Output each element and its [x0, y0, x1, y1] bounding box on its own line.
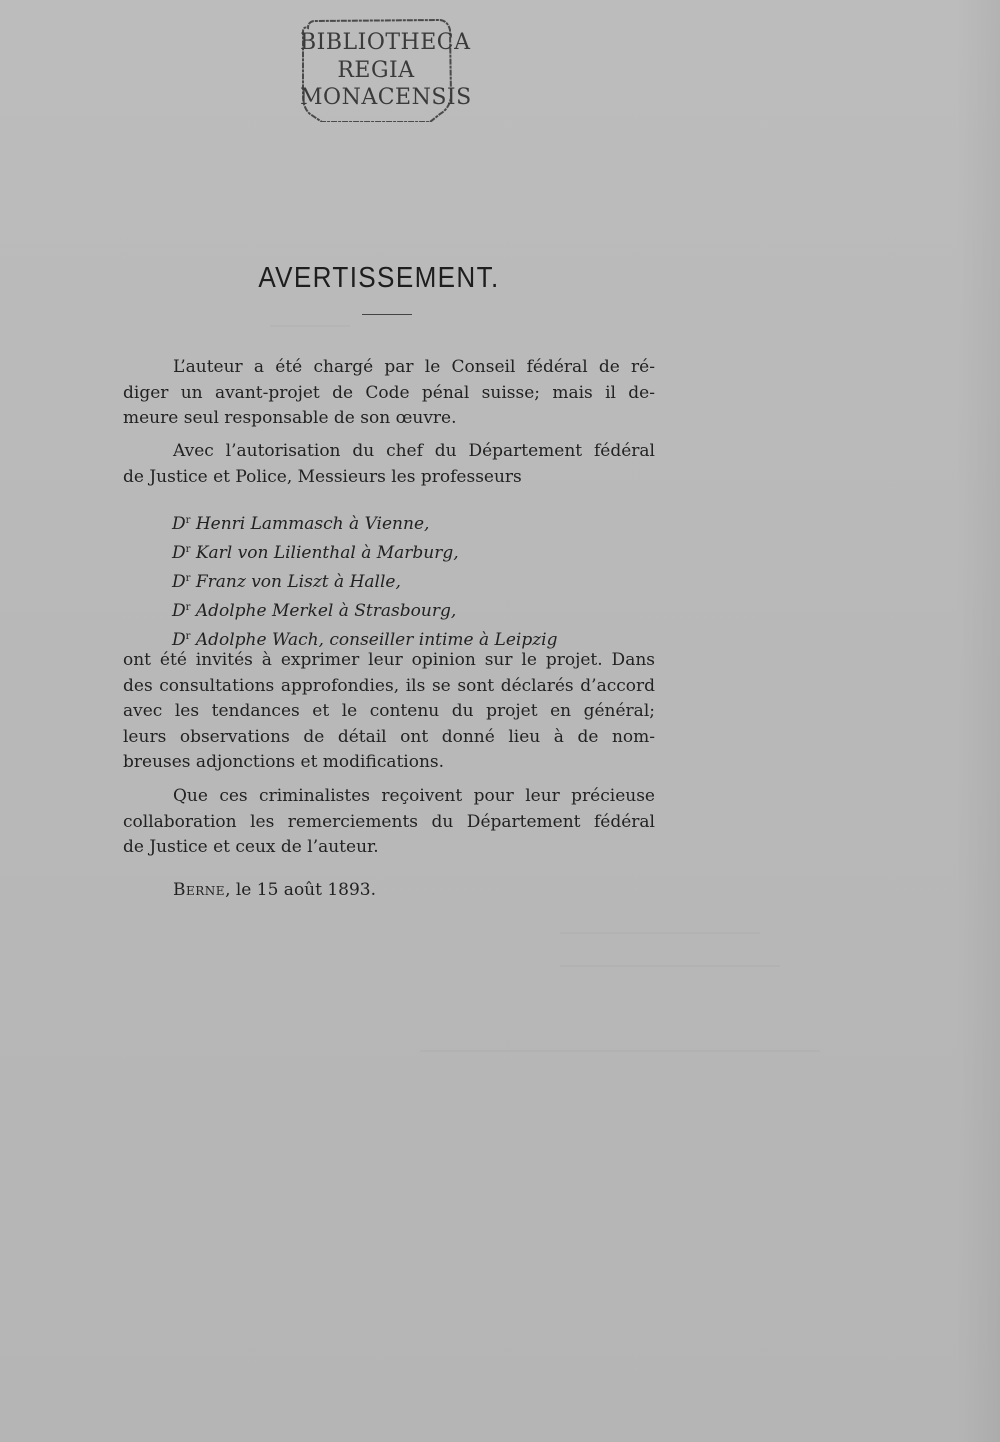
- professor-item: $D^r$ Adolphe Merkel à Strasbourg,: [172, 601, 457, 621]
- dateline-date: , le 15 août 1893.: [225, 880, 377, 900]
- paragraph-2: [123, 439, 655, 490]
- text-line: diger un avant-projet de Code pénal suisse; mais il de-: [123, 382, 655, 403]
- professor-item: $D^r$ Karl von Lilienthal à Marburg,: [172, 543, 459, 563]
- professor-item: $D^r$ Adolphe Wach, conseiller intime à Leipzig: [172, 630, 558, 650]
- professors-list: [172, 508, 632, 653]
- paragraph-4: [123, 784, 655, 861]
- text-line: de Justice et ceux de l’auteur.: [123, 837, 379, 857]
- professor-name: Franz von Liszt à Halle,: [195, 572, 401, 592]
- dateline-place: Berne: [173, 880, 226, 900]
- professor-name: Adolphe Merkel à Strasbourg,: [195, 601, 457, 621]
- professor-item: $D^r$ Henri Lammasch à Vienne,: [172, 514, 430, 534]
- professor-name: Karl von Lilienthal à Marburg,: [195, 543, 459, 563]
- page-title: AVERTISSEMENT.: [258, 262, 500, 294]
- text-line: avec les tendances et le contenu du projet en général;: [123, 701, 655, 721]
- page-edge-shadow: [956, 0, 1000, 1442]
- text-line: Que ces criminalistes reçoivent pour leur précieuse: [173, 786, 655, 806]
- text-line: collaboration les remerciements du Département fédéral: [123, 811, 655, 832]
- text-line: meure seul responsable de son œuvre.: [123, 408, 457, 428]
- text-line: des consultations approfondies, ils se sont déclarés d’accord: [123, 675, 655, 696]
- professor-name: Adolphe Wach, conseiller intime à Leipzig: [195, 630, 558, 650]
- paragraph-3: [123, 648, 655, 776]
- show-through-mark: [270, 325, 350, 327]
- text-line: leurs observations de détail ont donné lieu à de nom-: [123, 726, 655, 747]
- stamp-line-2: REGIA: [337, 58, 415, 83]
- text-line: Avec l’autorisation du chef du Département fédéral: [173, 441, 655, 461]
- professor-name: Henri Lammasch à Vienne,: [195, 514, 430, 534]
- stamp-line-3: MONACENSIS: [300, 85, 472, 110]
- show-through-mark: [560, 932, 760, 934]
- show-through-mark: [420, 1050, 820, 1052]
- text-line: ont été invités à exprimer leur opinion sur le projet. Dans: [123, 650, 655, 670]
- library-stamp: [300, 18, 472, 122]
- professor-item: $D^r$ Franz von Liszt à Halle,: [172, 572, 401, 592]
- text-line: L’auteur a été chargé par le Conseil fédéral de ré-: [173, 357, 655, 377]
- dateline: [173, 880, 376, 900]
- stamp-line-1: BIBLIOTHECA: [300, 30, 471, 55]
- paragraph-1: [123, 355, 655, 432]
- title-divider: [362, 314, 412, 315]
- show-through-mark: [560, 965, 780, 967]
- text-line: breuses adjonctions et modifications.: [123, 752, 445, 772]
- text-line: de Justice et Police, Messieurs les professeurs: [123, 466, 522, 487]
